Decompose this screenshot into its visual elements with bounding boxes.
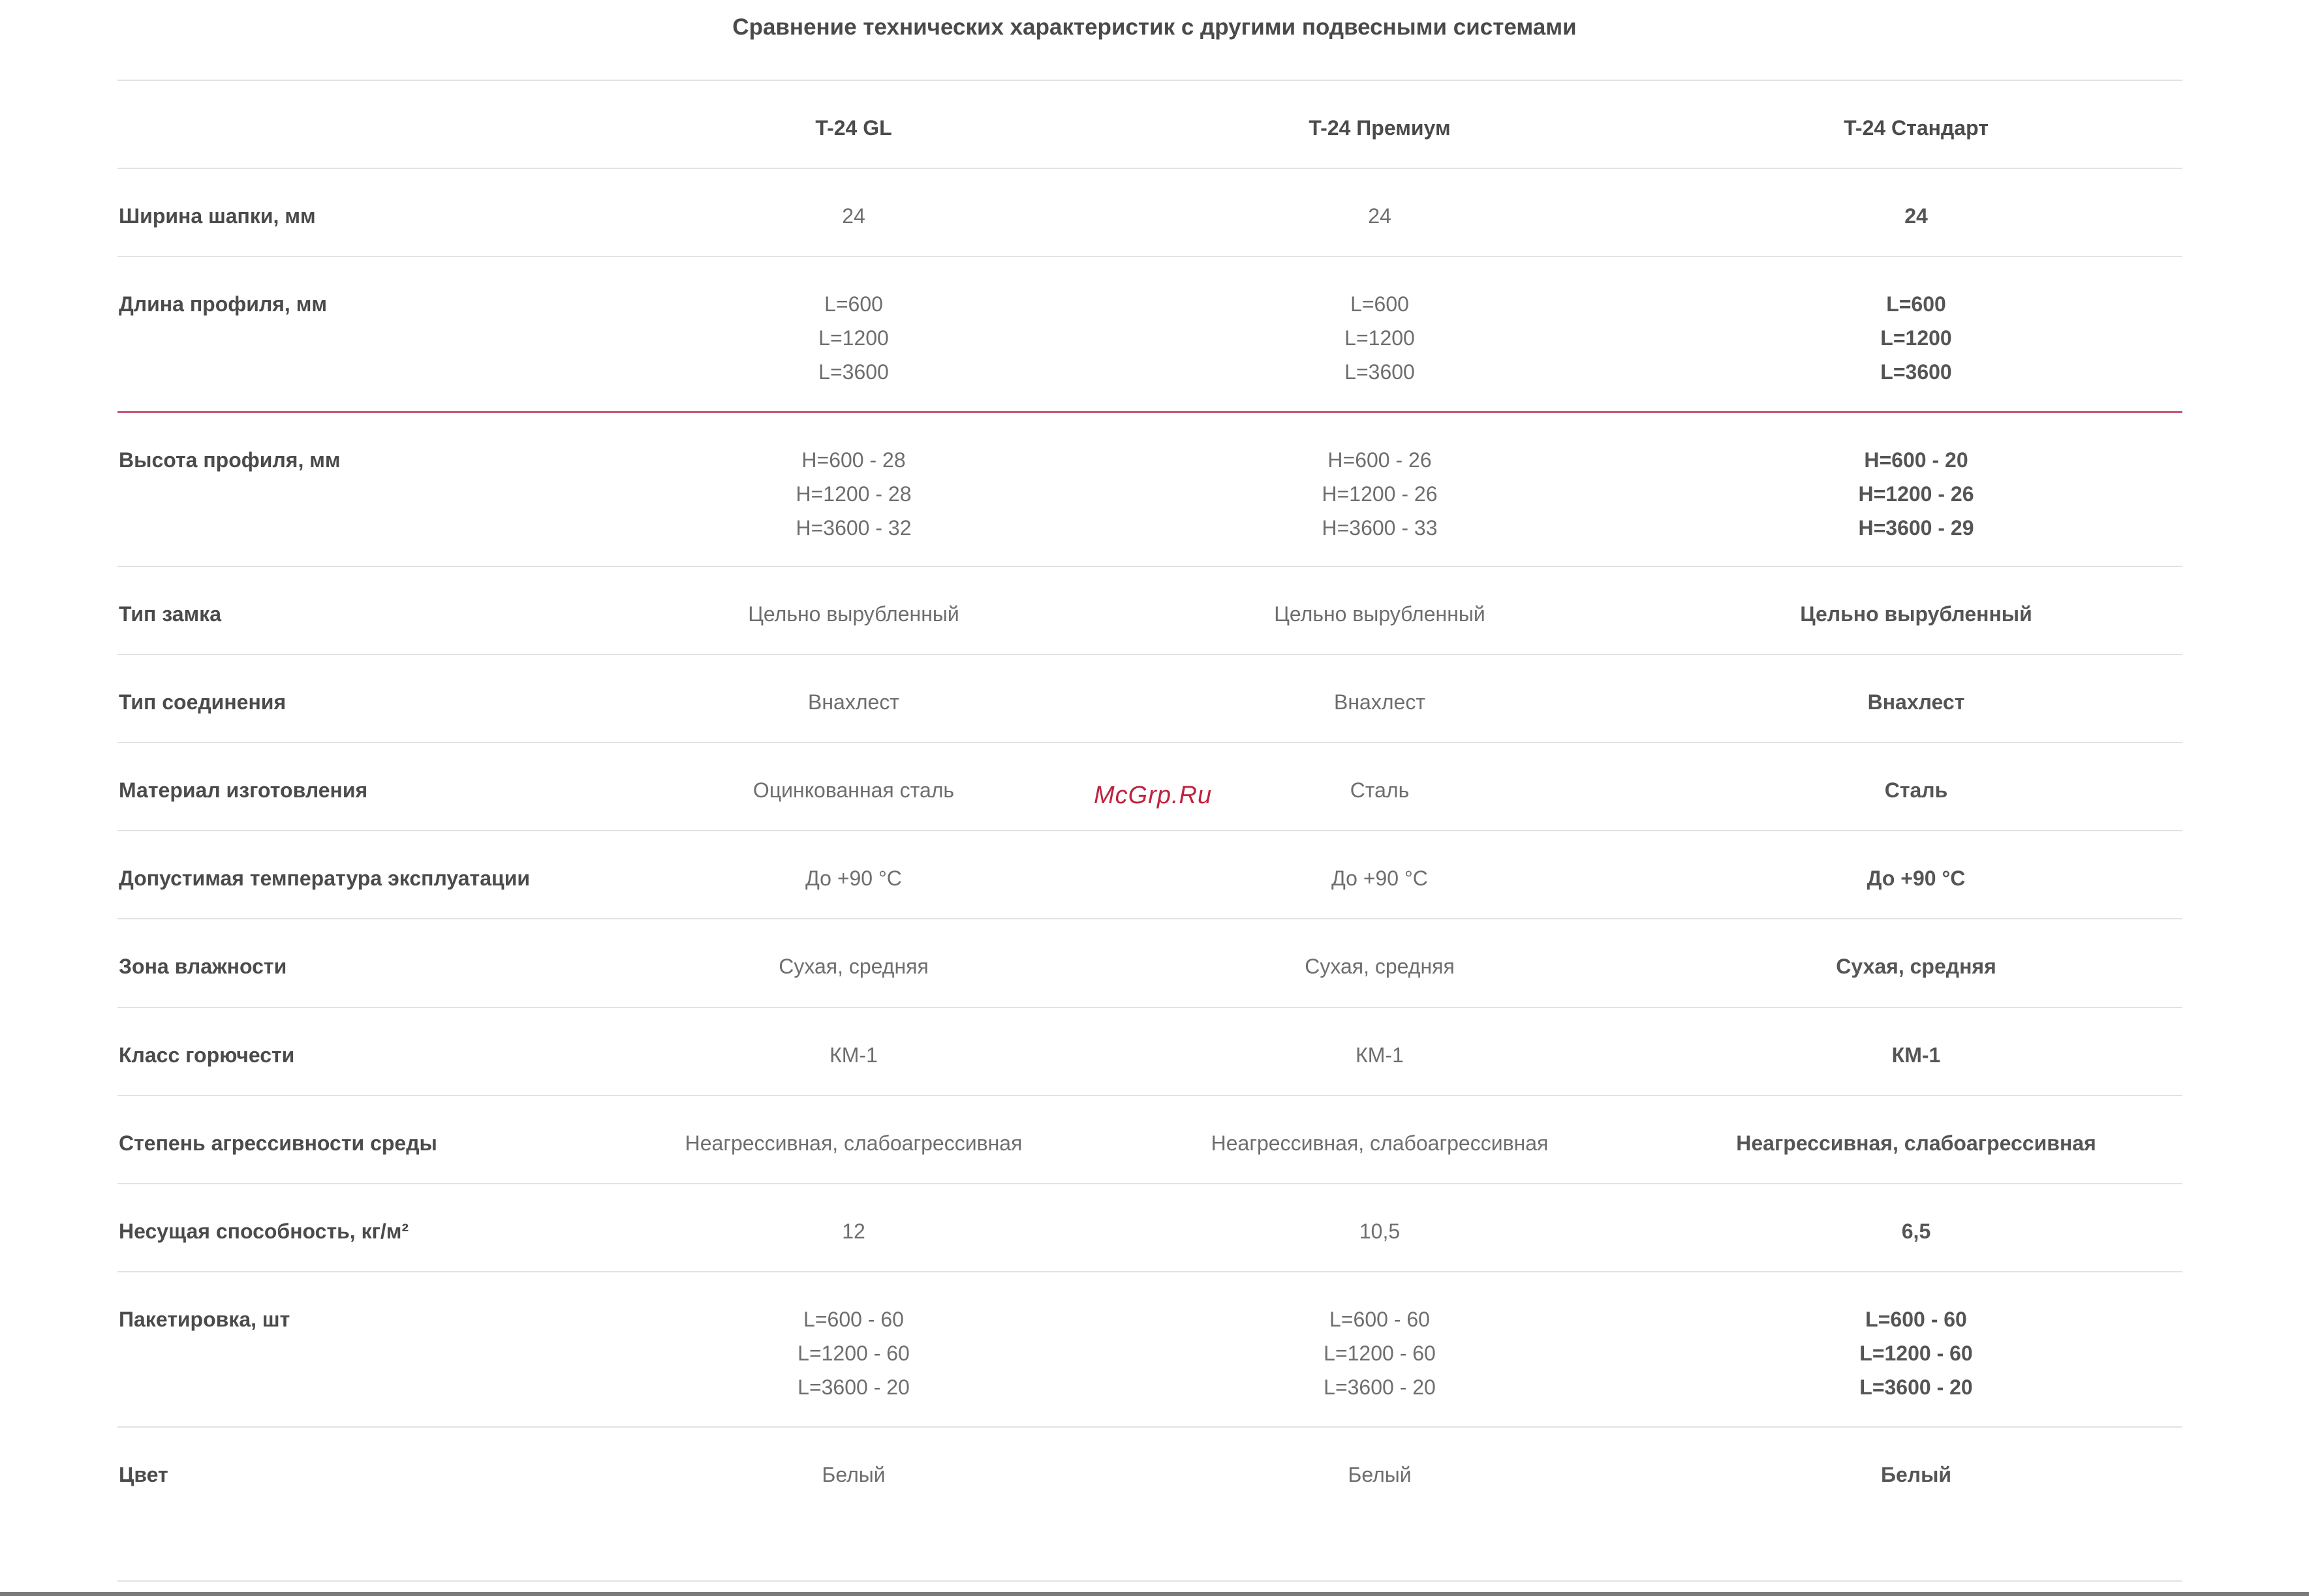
table-row [117,566,2182,654]
cell-t24-standard: Сухая, средняя [1836,955,1996,978]
watermark: McGrp.Ru [1094,782,1213,809]
row-label: Длина профиля, мм [119,292,328,316]
cell-t24-standard: L=600 - 60 L=1200 - 60 L=3600 - 20 [1859,1308,1973,1399]
row-label: Пакетировка, шт [119,1308,290,1331]
cell-t24-premium: L=600 L=1200 L=3600 [1344,292,1415,384]
cell-t24-premium: L=600 - 60 L=1200 - 60 L=3600 - 20 [1324,1308,1436,1399]
cell-t24-gl: До +90 °С [805,867,902,890]
header-t24-standard: T-24 Стандарт [1844,116,1989,140]
row-label: Степень агрессивности среды [119,1131,437,1155]
table-row [117,830,2182,918]
cell-t24-premium: Цельно вырубленный [1274,602,1485,626]
table-row [117,411,2182,566]
cell-t24-gl: 24 [842,204,865,228]
header-t24-gl: T-24 GL [815,116,892,140]
header-t24-premium: T-24 Премиум [1309,116,1451,140]
row-label: Класс горючести [119,1043,295,1067]
cell-t24-standard: Внахлест [1867,690,1965,714]
cell-t24-standard: Неагрессивная, слабоагрессивная [1736,1131,2096,1155]
cell-t24-gl: Неагрессивная, слабоагрессивная [685,1131,1023,1155]
page-bottom-divider [0,1592,2309,1596]
cell-t24-gl: Белый [822,1463,886,1486]
cell-t24-gl: Оцинкованная сталь [752,778,955,802]
cell-t24-premium: До +90 °С [1331,867,1428,890]
table-row [117,1426,2182,1582]
table-row [117,654,2182,742]
row-label: Тип соединения [119,690,287,714]
row-label: Ширина шапки, мм [119,204,316,228]
cell-t24-premium: Неагрессивная, слабоагрессивная [1211,1131,1549,1155]
table-row [117,1095,2182,1183]
cell-t24-premium: 10,5 [1359,1220,1401,1243]
comparison-table [117,80,2182,1582]
table-title: Сравнение технических характеристик с другими подвесными системами [732,14,1577,40]
cell-t24-gl: L=600 L=1200 L=3600 [818,292,889,384]
row-label: Тип замка [119,602,221,626]
cell-t24-standard: H=600 - 20 H=1200 - 26 H=3600 - 29 [1858,448,1974,540]
table-row [117,1007,2182,1095]
cell-t24-gl: Цельно вырубленный [748,602,959,626]
cell-t24-standard: Цельно вырубленный [1800,602,2032,626]
cell-t24-premium: Сталь [1350,778,1410,802]
cell-t24-gl: L=600 - 60 L=1200 - 60 L=3600 - 20 [798,1308,910,1399]
cell-t24-standard: 6,5 [1901,1220,1931,1243]
cell-t24-standard: 24 [1904,204,1928,228]
cell-t24-standard: До +90 °С [1867,867,1966,890]
table-header-row [117,80,2182,168]
row-label: Несущая способность, кг/м² [119,1220,409,1243]
row-label: Зона влажности [119,955,287,978]
cell-t24-standard: Белый [1880,1463,1952,1486]
cell-t24-gl: КМ-1 [829,1043,878,1067]
row-label: Цвет [119,1463,168,1486]
cell-t24-gl: H=600 - 28 H=1200 - 28 H=3600 - 32 [796,448,912,540]
cell-t24-standard: КМ-1 [1891,1043,1941,1067]
table-row [117,256,2182,411]
cell-t24-premium: H=600 - 26 H=1200 - 26 H=3600 - 33 [1322,448,1438,540]
cell-t24-premium: Внахлест [1334,690,1425,714]
row-label: Материал изготовления [119,778,368,802]
table-row [117,918,2182,1007]
row-label: Высота профиля, мм [119,448,341,472]
cell-t24-standard: L=600 L=1200 L=3600 [1880,292,1952,384]
cell-t24-premium: 24 [1368,204,1391,228]
cell-t24-premium: КМ-1 [1356,1043,1404,1067]
cell-t24-premium: Белый [1348,1463,1412,1486]
cell-t24-premium: Сухая, средняя [1305,955,1455,978]
cell-t24-standard: Сталь [1884,778,1948,802]
cell-t24-gl: Внахлест [808,690,899,714]
table-row [117,1183,2182,1271]
table-row [117,168,2182,256]
cell-t24-gl: Сухая, средняя [779,955,929,978]
cell-t24-gl: 12 [842,1220,865,1243]
table-row [117,1271,2182,1426]
row-label: Допустимая температура эксплуатации [119,867,531,890]
